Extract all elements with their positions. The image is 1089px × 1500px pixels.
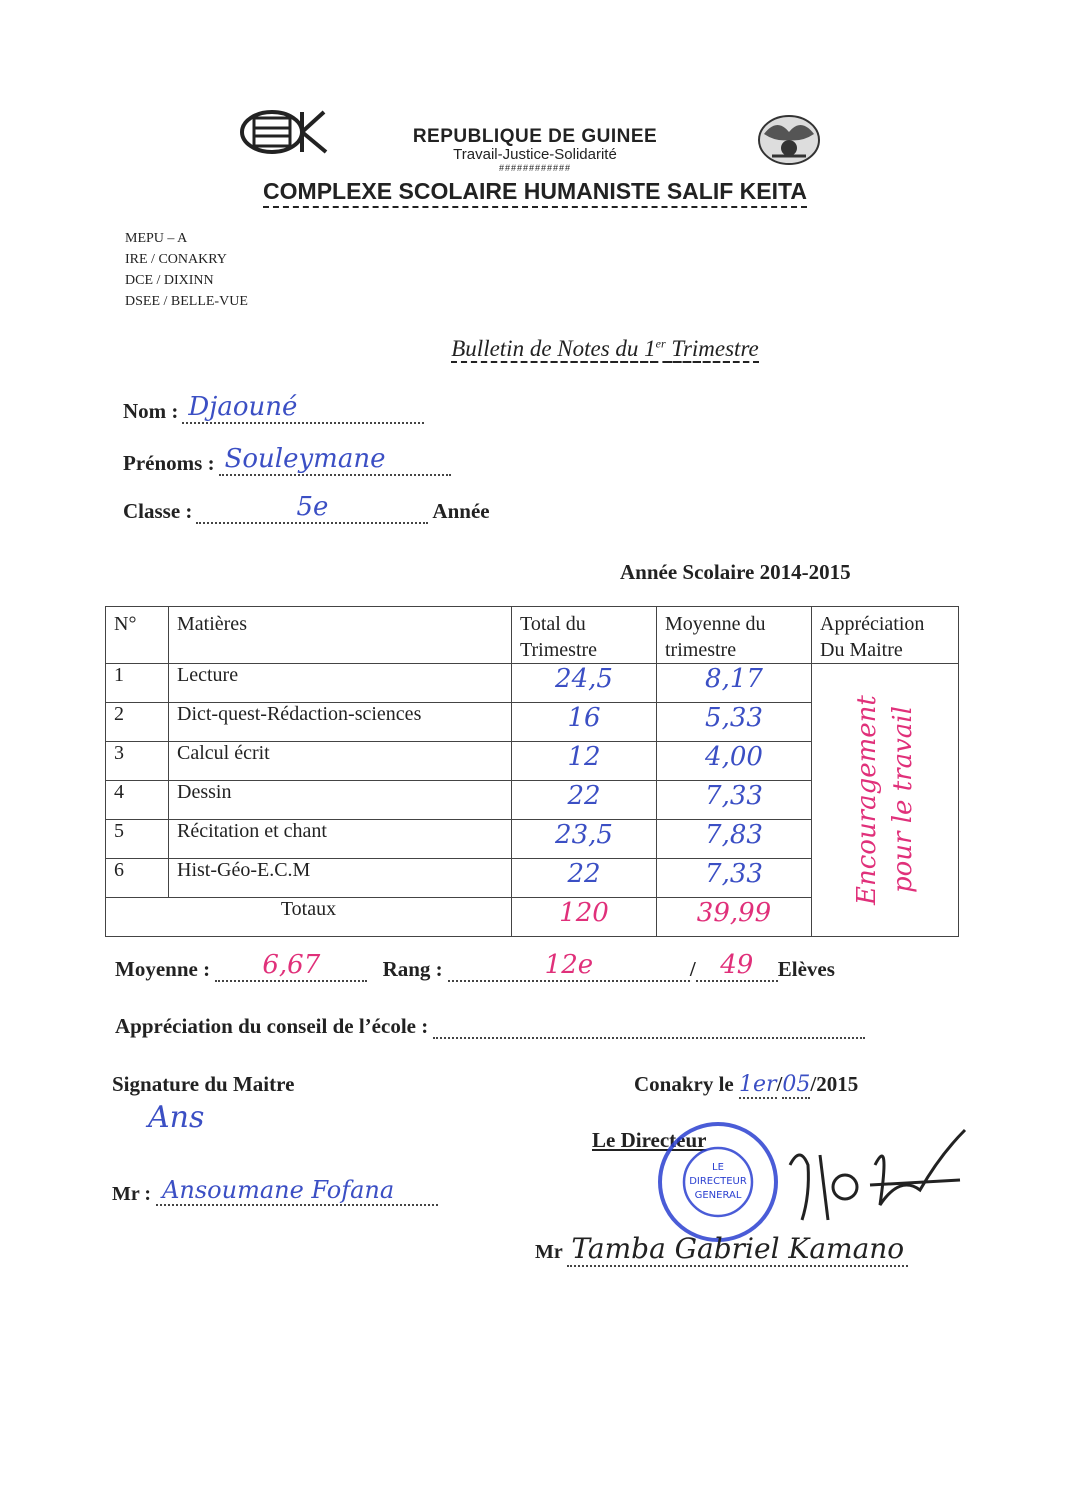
administrative-lines — [125, 228, 248, 312]
svg-text:GENERAL: GENERAL — [694, 1190, 742, 1201]
appreciation-text: Encouragement pour le travail — [852, 695, 918, 905]
nom-label: Nom : — [123, 399, 179, 423]
row-average: 5,33 — [657, 703, 812, 742]
nom-field — [123, 392, 424, 424]
row-total: 24,5 — [512, 664, 657, 703]
results-line — [115, 950, 835, 982]
row-subject: Récitation et chant — [169, 820, 512, 859]
header-separator: ############ — [498, 163, 572, 173]
row-total: 22 — [512, 859, 657, 898]
row-subject: Lecture — [169, 664, 512, 703]
admin-line: IRE / CONAKRY — [125, 252, 227, 267]
maitre-paraphe: Ans — [148, 1100, 205, 1135]
conseil-line — [115, 1014, 865, 1039]
row-average: 4,00 — [657, 742, 812, 781]
directeur-signature-icon — [780, 1125, 970, 1235]
svg-text:LE: LE — [712, 1162, 724, 1173]
national-motto: Travail-Justice-Solidarité — [453, 146, 617, 163]
row-subject: Dict-quest-Rédaction-sciences — [169, 703, 512, 742]
rang-label: Rang : — [382, 957, 443, 981]
row-number: 4 — [106, 781, 169, 820]
classe-label: Classe : — [123, 499, 193, 523]
directeur-mr-label: Mr — [535, 1241, 563, 1263]
grades-table — [105, 606, 959, 937]
header-number: N° — [106, 607, 169, 664]
school-logo — [240, 108, 330, 156]
date-prefix: Conakry le — [634, 1072, 734, 1096]
appreciation-cell — [812, 664, 959, 937]
row-number: 3 — [106, 742, 169, 781]
effectif-value: 49 — [696, 950, 778, 982]
totals-total: 120 — [512, 898, 657, 937]
row-number: 1 — [106, 664, 169, 703]
date-day: 1er — [739, 1072, 777, 1097]
header-total: Total du Trimestre — [512, 607, 657, 664]
bulletin-title: Bulletin de Notes du 1er Trimestre — [451, 336, 759, 361]
conseil-label: Appréciation du conseil de l’école : — [115, 1014, 429, 1038]
row-subject: Dessin — [169, 781, 512, 820]
prenoms-field — [123, 444, 451, 476]
row-total: 12 — [512, 742, 657, 781]
row-subject: Hist-Géo-E.C.M — [169, 859, 512, 898]
republic-name: REPUBLIQUE DE GUINEE — [412, 126, 658, 147]
row-average: 7,33 — [657, 859, 812, 898]
school-year: Année Scolaire 2014-2015 — [620, 560, 851, 584]
maitre-signature-label: Signature du Maitre — [112, 1072, 295, 1096]
classe-suffix: Année — [432, 499, 490, 523]
header-average: Moyenne du trimestre — [657, 607, 812, 664]
svg-text:DIRECTEUR: DIRECTEUR — [689, 1176, 747, 1187]
prenoms-label: Prénoms : — [123, 451, 215, 475]
row-total: 23,5 — [512, 820, 657, 859]
maitre-mr-label: Mr : — [112, 1183, 152, 1205]
admin-line: DCE / DIXINN — [125, 273, 214, 288]
moyenne-value: 6,67 — [215, 950, 367, 982]
table-header-row — [106, 607, 959, 664]
row-total: 22 — [512, 781, 657, 820]
row-number: 6 — [106, 859, 169, 898]
prenoms-value: Souleymane — [219, 444, 451, 476]
directeur-name-line — [535, 1232, 908, 1265]
classe-value: 5e — [196, 492, 428, 524]
row-number: 2 — [106, 703, 169, 742]
national-emblem-icon — [752, 112, 826, 168]
header-appreciation: Appréciation Du Maitre — [812, 607, 959, 664]
nom-value: Djaouné — [182, 392, 424, 424]
row-average: 8,17 — [657, 664, 812, 703]
eleves-label: Elèves — [777, 957, 835, 981]
classe-field — [123, 492, 490, 524]
school-stamp-icon — [656, 1120, 780, 1244]
moyenne-label: Moyenne : — [115, 957, 211, 981]
row-subject: Calcul écrit — [169, 742, 512, 781]
row-average: 7,83 — [657, 820, 812, 859]
table-row — [106, 664, 959, 703]
directeur-label: Le Directeur — [592, 1128, 707, 1152]
header-subject: Matières — [169, 607, 512, 664]
maitre-name-line — [112, 1176, 438, 1206]
directeur-name: Tamba Gabriel Kamano — [567, 1232, 908, 1267]
totals-label: Totaux — [106, 898, 512, 937]
row-average: 7,33 — [657, 781, 812, 820]
row-number: 5 — [106, 820, 169, 859]
maitre-name: Ansoumane Fofana — [156, 1176, 438, 1206]
admin-line: MEPU – A — [125, 231, 188, 246]
totals-average: 39,99 — [657, 898, 812, 937]
rang-value: 12e — [448, 950, 690, 982]
row-total: 16 — [512, 703, 657, 742]
rang-slash: / — [689, 957, 696, 981]
date-line: Conakry le 1er/05/2015 — [634, 1072, 859, 1097]
school-name: COMPLEXE SCOLAIRE HUMANISTE SALIF KEITA — [200, 178, 870, 205]
date-year: /2015 — [810, 1072, 859, 1096]
date-month: 05 — [782, 1072, 811, 1097]
conseil-blank — [433, 1015, 865, 1039]
admin-line: DSEE / BELLE-VUE — [125, 294, 248, 309]
